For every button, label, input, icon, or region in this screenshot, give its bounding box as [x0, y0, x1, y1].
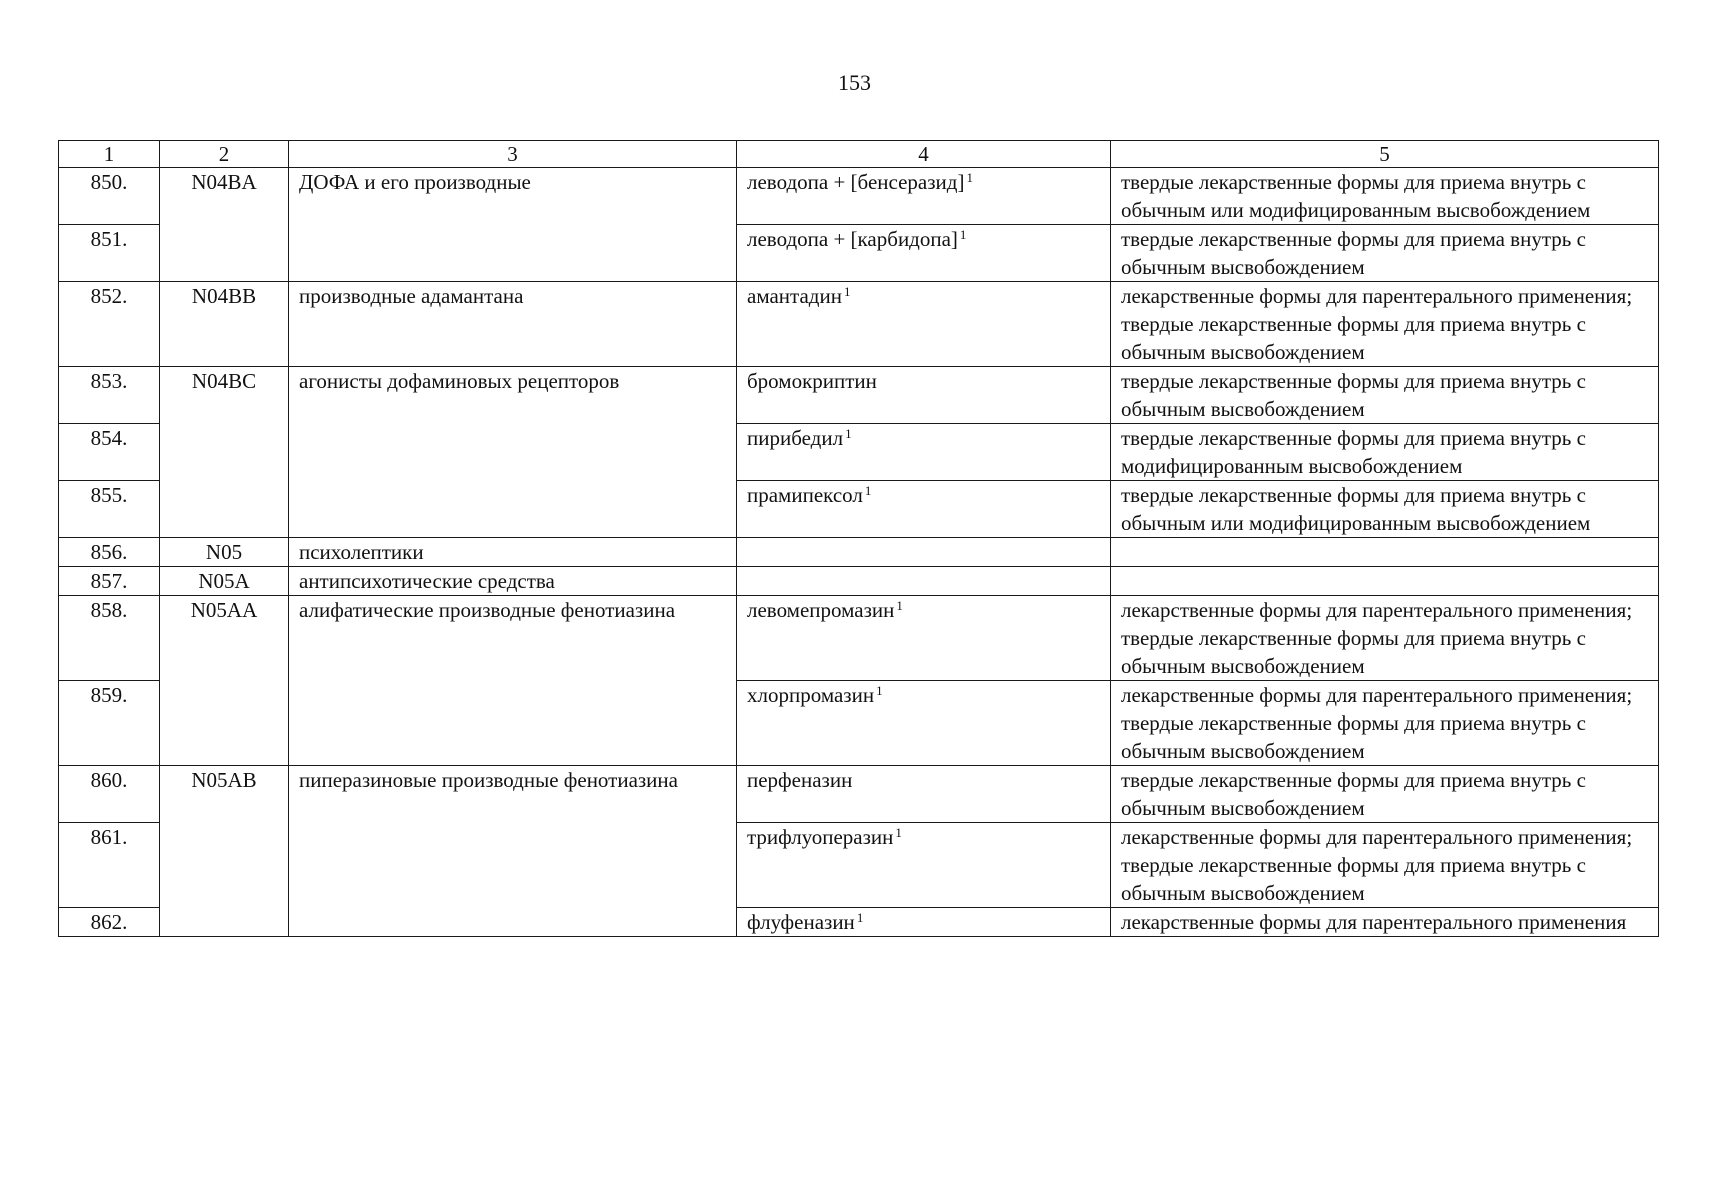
- footnote-marker: 1: [856, 910, 864, 925]
- dosage-forms-cell: [1111, 225, 1659, 282]
- drug-name-cell: [737, 766, 1111, 823]
- dosage-forms-cell: [1111, 481, 1659, 538]
- row-number-cell: 853.: [59, 367, 160, 424]
- table-row: [59, 567, 1659, 596]
- dosage-forms-cell: [1111, 823, 1659, 908]
- column-header: 1: [59, 141, 160, 168]
- drug-name: хлорпромазин: [747, 683, 875, 707]
- footnote-marker: 1: [876, 683, 883, 698]
- dosage-form-text: твердые лекарственные формы для приема внутрь с обычным высвобождением: [1121, 227, 1586, 279]
- drug-list-table: [58, 140, 1659, 937]
- dosage-form-text: твердые лекарственные формы для приема внутрь с обычным высвобождением: [1121, 853, 1586, 905]
- column-header: 5: [1111, 141, 1659, 168]
- dosage-forms-cell: [1111, 168, 1659, 225]
- column-header: 3: [289, 141, 737, 168]
- table-body: [59, 168, 1659, 937]
- dosage-form-text: твердые лекарственные формы для приема внутрь с обычным высвобождением: [1121, 768, 1586, 820]
- column-header: 2: [160, 141, 289, 168]
- header-row: [59, 141, 1659, 168]
- drug-name-cell: [737, 908, 1111, 937]
- table-row: [59, 168, 1659, 225]
- dosage-form-text: твердые лекарственные формы для приема внутрь с обычным высвобождением: [1121, 626, 1586, 678]
- drug-name: леводопа + [бенсеразид]: [747, 170, 965, 194]
- atc-code-cell: N04BC: [160, 367, 289, 538]
- drug-name-cell: [737, 225, 1111, 282]
- anatomical-group-cell: пиперазиновые производные фенотиазина: [289, 766, 737, 937]
- drug-name: бромокриптин: [747, 369, 877, 393]
- drug-name-cell: [737, 481, 1111, 538]
- table-row: [59, 766, 1659, 823]
- dosage-forms-cell: [1111, 538, 1659, 567]
- row-number-cell: 857.: [59, 567, 160, 596]
- dosage-form-text: лекарственные формы для парентерального применения: [1121, 910, 1627, 934]
- anatomical-group-cell: ДОФА и его производные: [289, 168, 737, 282]
- table-header: [59, 141, 1659, 168]
- drug-name-cell: [737, 823, 1111, 908]
- footnote-marker: 1: [864, 483, 872, 498]
- table-row: [59, 596, 1659, 681]
- row-number-cell: 861.: [59, 823, 160, 908]
- atc-code-cell: N05AA: [160, 596, 289, 766]
- atc-code-cell: N05AB: [160, 766, 289, 937]
- drug-name: прамипексол: [747, 483, 863, 507]
- column-header: 4: [737, 141, 1111, 168]
- row-number-cell: 858.: [59, 596, 160, 681]
- anatomical-group-cell: психолептики: [289, 538, 737, 567]
- anatomical-group-cell: производные адамантана: [289, 282, 737, 367]
- drug-name: трифлуоперазин: [747, 825, 894, 849]
- footnote-marker: 1: [959, 227, 967, 242]
- drug-name: левомепромазин: [747, 598, 895, 622]
- dosage-forms-cell: [1111, 567, 1659, 596]
- row-number-cell: 862.: [59, 908, 160, 937]
- drug-name: перфеназин: [747, 768, 853, 792]
- drug-name-cell: [737, 367, 1111, 424]
- page-number: 153: [838, 70, 871, 95]
- dosage-forms-cell: [1111, 596, 1659, 681]
- dosage-forms-cell: [1111, 424, 1659, 481]
- dosage-form-text: твердые лекарственные формы для приема внутрь с обычным высвобождением: [1121, 369, 1586, 421]
- dosage-form-text: лекарственные формы для парентерального применения;: [1121, 683, 1633, 707]
- table-row: [59, 538, 1659, 567]
- row-number-cell: 852.: [59, 282, 160, 367]
- drug-name: леводопа + [карбидопа]: [747, 227, 958, 251]
- drug-name-cell: [737, 538, 1111, 567]
- dosage-form-text: твердые лекарственные формы для приема внутрь с обычным высвобождением: [1121, 711, 1586, 763]
- anatomical-group-cell: антипсихотические средства: [289, 567, 737, 596]
- dosage-forms-cell: [1111, 282, 1659, 367]
- drug-name-cell: [737, 567, 1111, 596]
- row-number-cell: 855.: [59, 481, 160, 538]
- drug-name-cell: [737, 596, 1111, 681]
- drug-name-cell: [737, 282, 1111, 367]
- anatomical-group-cell: агонисты дофаминовых рецепторов: [289, 367, 737, 538]
- anatomical-group-cell: алифатические производные фенотиазина: [289, 596, 737, 766]
- row-number-cell: 850.: [59, 168, 160, 225]
- footnote-marker: 1: [966, 170, 973, 185]
- row-number-cell: 854.: [59, 424, 160, 481]
- dosage-form-text: твердые лекарственные формы для приема внутрь с модифицированным высвобождением: [1121, 426, 1586, 478]
- dosage-forms-cell: [1111, 908, 1659, 937]
- footnote-marker: 1: [896, 598, 903, 613]
- drug-name-cell: [737, 424, 1111, 481]
- dosage-forms-cell: [1111, 367, 1659, 424]
- drug-name: пирибедил: [747, 426, 844, 450]
- row-number-cell: 860.: [59, 766, 160, 823]
- footnote-marker: 1: [895, 825, 902, 840]
- dosage-forms-cell: [1111, 681, 1659, 766]
- drug-name-cell: [737, 681, 1111, 766]
- dosage-form-text: твердые лекарственные формы для приема внутрь с обычным или модифицированным высвобождением: [1121, 483, 1591, 535]
- drug-name: амантадин: [747, 284, 842, 308]
- row-number-cell: 851.: [59, 225, 160, 282]
- table-row: [59, 282, 1659, 367]
- dosage-form-text: лекарственные формы для парентерального применения;: [1121, 825, 1633, 849]
- drug-name-cell: [737, 168, 1111, 225]
- atc-code-cell: N05: [160, 538, 289, 567]
- drug-name: флуфеназин: [747, 910, 855, 934]
- table-row: [59, 367, 1659, 424]
- dosage-form-text: твердые лекарственные формы для приема внутрь с обычным высвобождением: [1121, 312, 1586, 364]
- footnote-marker: 1: [843, 284, 851, 299]
- atc-code-cell: N04BB: [160, 282, 289, 367]
- dosage-forms-cell: [1111, 766, 1659, 823]
- dosage-form-text: лекарственные формы для парентерального применения;: [1121, 598, 1633, 622]
- atc-code-cell: N04BA: [160, 168, 289, 282]
- row-number-cell: 856.: [59, 538, 160, 567]
- footnote-marker: 1: [845, 426, 852, 441]
- dosage-form-text: лекарственные формы для парентерального применения;: [1121, 284, 1633, 308]
- row-number-cell: 859.: [59, 681, 160, 766]
- dosage-form-text: твердые лекарственные формы для приема внутрь с обычным или модифицированным высвобождением: [1121, 170, 1591, 222]
- atc-code-cell: N05A: [160, 567, 289, 596]
